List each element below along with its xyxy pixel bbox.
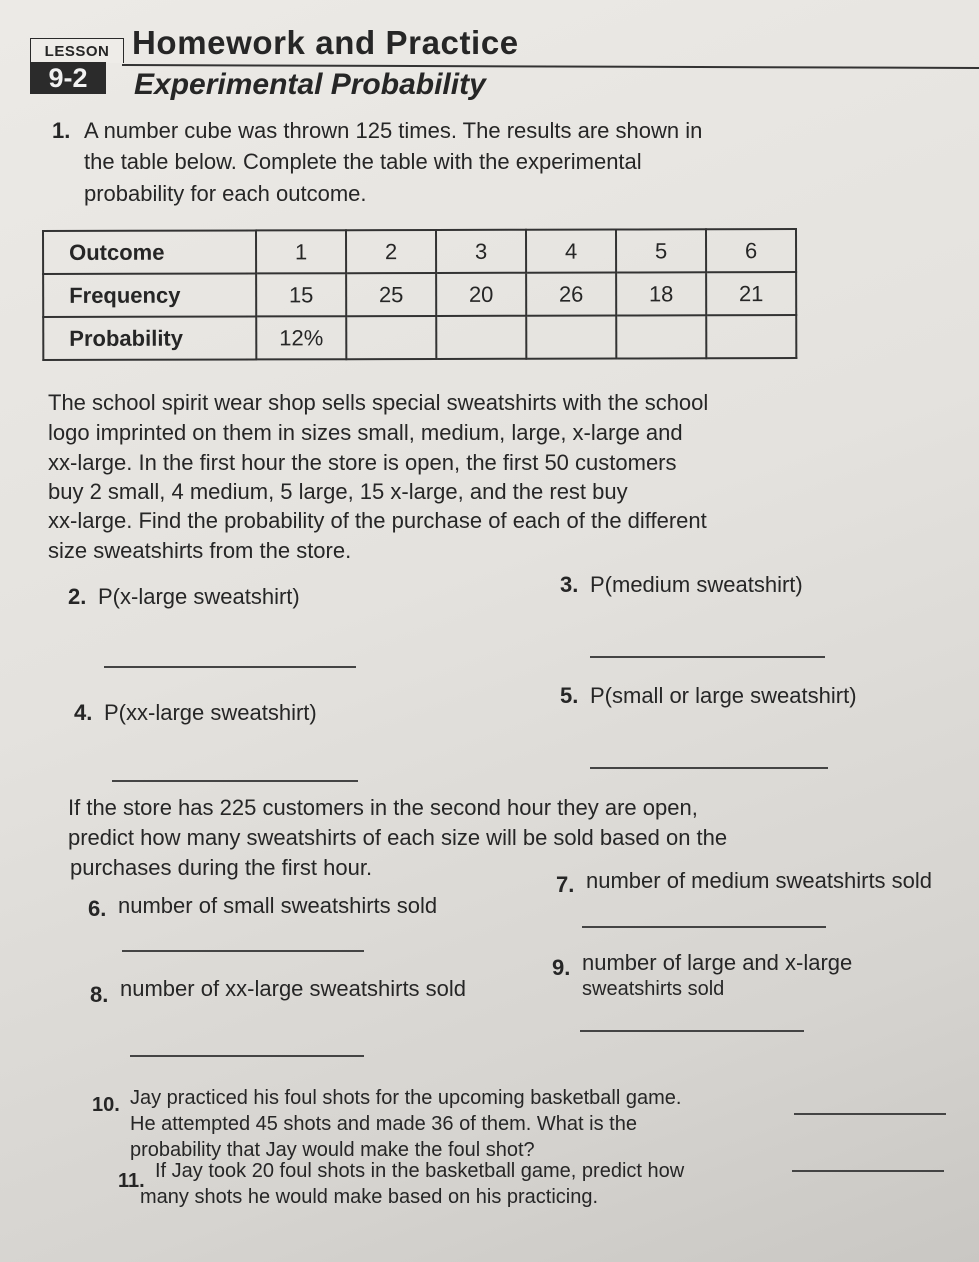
- table-row-frequency: [43, 272, 796, 317]
- question-number: 5.: [560, 683, 579, 708]
- answer-blank-8[interactable]: [130, 1055, 364, 1057]
- answer-blank-9[interactable]: [580, 1030, 804, 1032]
- question-text-line: probability that Jay would make the foul shot?: [130, 1139, 535, 1161]
- question-text-line: A number cube was thrown 125 times. The results are shown in: [84, 118, 703, 143]
- table-cell: 12%: [256, 316, 346, 359]
- answer-blank-3[interactable]: [590, 656, 825, 658]
- answer-cell[interactable]: [526, 315, 616, 358]
- table-cell: 21: [706, 272, 796, 315]
- question-3-text: P(medium sweatshirt): [590, 572, 803, 597]
- outcome-table: [42, 228, 797, 361]
- row-header: Probability: [43, 316, 256, 360]
- question-text-line: He attempted 45 shots and made 36 of them. What is the: [130, 1113, 637, 1135]
- question-text-line: If Jay took 20 foul shots in the basketball game, predict how: [155, 1160, 685, 1182]
- passage-line: logo imprinted on them in sizes small, medium, large, x-large and: [48, 420, 683, 445]
- table-cell: 2: [346, 230, 436, 273]
- question-9-text: sweatshirts sold: [582, 978, 725, 1000]
- table-cell: 4: [526, 229, 616, 272]
- answer-blank-4[interactable]: [112, 780, 358, 782]
- question-text-line: the table below. Complete the table with the experimental: [84, 149, 642, 174]
- question-number: 6.: [88, 896, 107, 921]
- table-cell: 26: [526, 272, 616, 315]
- passage-line: buy 2 small, 4 medium, 5 large, 15 x-large, and the rest buy: [48, 479, 628, 504]
- question-6-text: number of small sweatshirts sold: [118, 893, 438, 918]
- answer-blank-11[interactable]: [792, 1170, 944, 1172]
- row-header: Outcome: [43, 230, 256, 274]
- answer-cell[interactable]: [436, 316, 526, 359]
- question-8-text: number of xx-large sweatshirts sold: [120, 976, 467, 1001]
- table-row-probability: [43, 315, 796, 360]
- question-text-line: many shots he would make based on his practicing.: [140, 1186, 599, 1208]
- passage-line: xx-large. In the first hour the store is open, the first 50 customers: [48, 450, 677, 475]
- passage-line: size sweatshirts from the store.: [48, 538, 352, 563]
- answer-blank-10[interactable]: [794, 1113, 946, 1115]
- lesson-number: 9-2: [30, 62, 106, 94]
- table-cell: 20: [436, 273, 526, 316]
- table-cell: 5: [616, 229, 706, 272]
- question-number: 1.: [52, 118, 71, 143]
- answer-cell[interactable]: [346, 316, 436, 359]
- question-number: 11.: [118, 1170, 145, 1192]
- table-cell: 15: [256, 273, 346, 316]
- table-row-outcome: [43, 229, 796, 274]
- lesson-subtitle: Experimental Probability: [134, 68, 486, 101]
- table-cell: 18: [616, 272, 706, 315]
- question-4-text: P(xx-large sweatshirt): [104, 700, 317, 725]
- passage-line: purchases during the first hour.: [70, 855, 373, 880]
- table-cell: 1: [256, 230, 346, 273]
- question-text-line: Jay practiced his foul shots for the upcoming basketball game.: [130, 1087, 682, 1109]
- passage-line: predict how many sweatshirts of each size will be sold based on the: [68, 825, 728, 850]
- answer-cell[interactable]: [616, 315, 706, 358]
- passage-line: If the store has 225 customers in the second hour they are open,: [68, 795, 698, 820]
- question-number: 7.: [556, 872, 575, 897]
- question-2-text: P(x-large sweatshirt): [98, 584, 300, 609]
- passage-line: xx-large. Find the probability of the purchase of each of the different: [48, 508, 707, 533]
- answer-cell[interactable]: [706, 315, 796, 358]
- lesson-label: LESSON: [30, 38, 124, 63]
- question-number: 10.: [92, 1094, 120, 1116]
- passage-line: The school spirit wear shop sells special sweatshirts with the school: [48, 390, 709, 415]
- answer-blank-7[interactable]: [582, 926, 826, 928]
- question-text-line: probability for each outcome.: [84, 181, 367, 206]
- question-number: 8.: [90, 982, 109, 1007]
- answer-blank-5[interactable]: [590, 767, 828, 769]
- question-number: 4.: [74, 700, 93, 725]
- table-cell: 25: [346, 273, 436, 316]
- question-7-text: number of medium sweatshirts sold: [586, 868, 933, 893]
- question-number: 2.: [68, 584, 87, 609]
- answer-blank-2[interactable]: [104, 666, 356, 668]
- page-title: Homework and Practice: [132, 24, 519, 61]
- question-number: 3.: [560, 572, 579, 597]
- question-5-text: P(small or large sweatshirt): [590, 683, 857, 708]
- table-cell: 6: [706, 229, 796, 272]
- answer-blank-6[interactable]: [122, 950, 364, 952]
- question-number: 9.: [552, 955, 571, 980]
- row-header: Frequency: [43, 273, 256, 317]
- table-cell: 3: [436, 230, 526, 273]
- question-9-text: number of large and x-large: [582, 950, 853, 975]
